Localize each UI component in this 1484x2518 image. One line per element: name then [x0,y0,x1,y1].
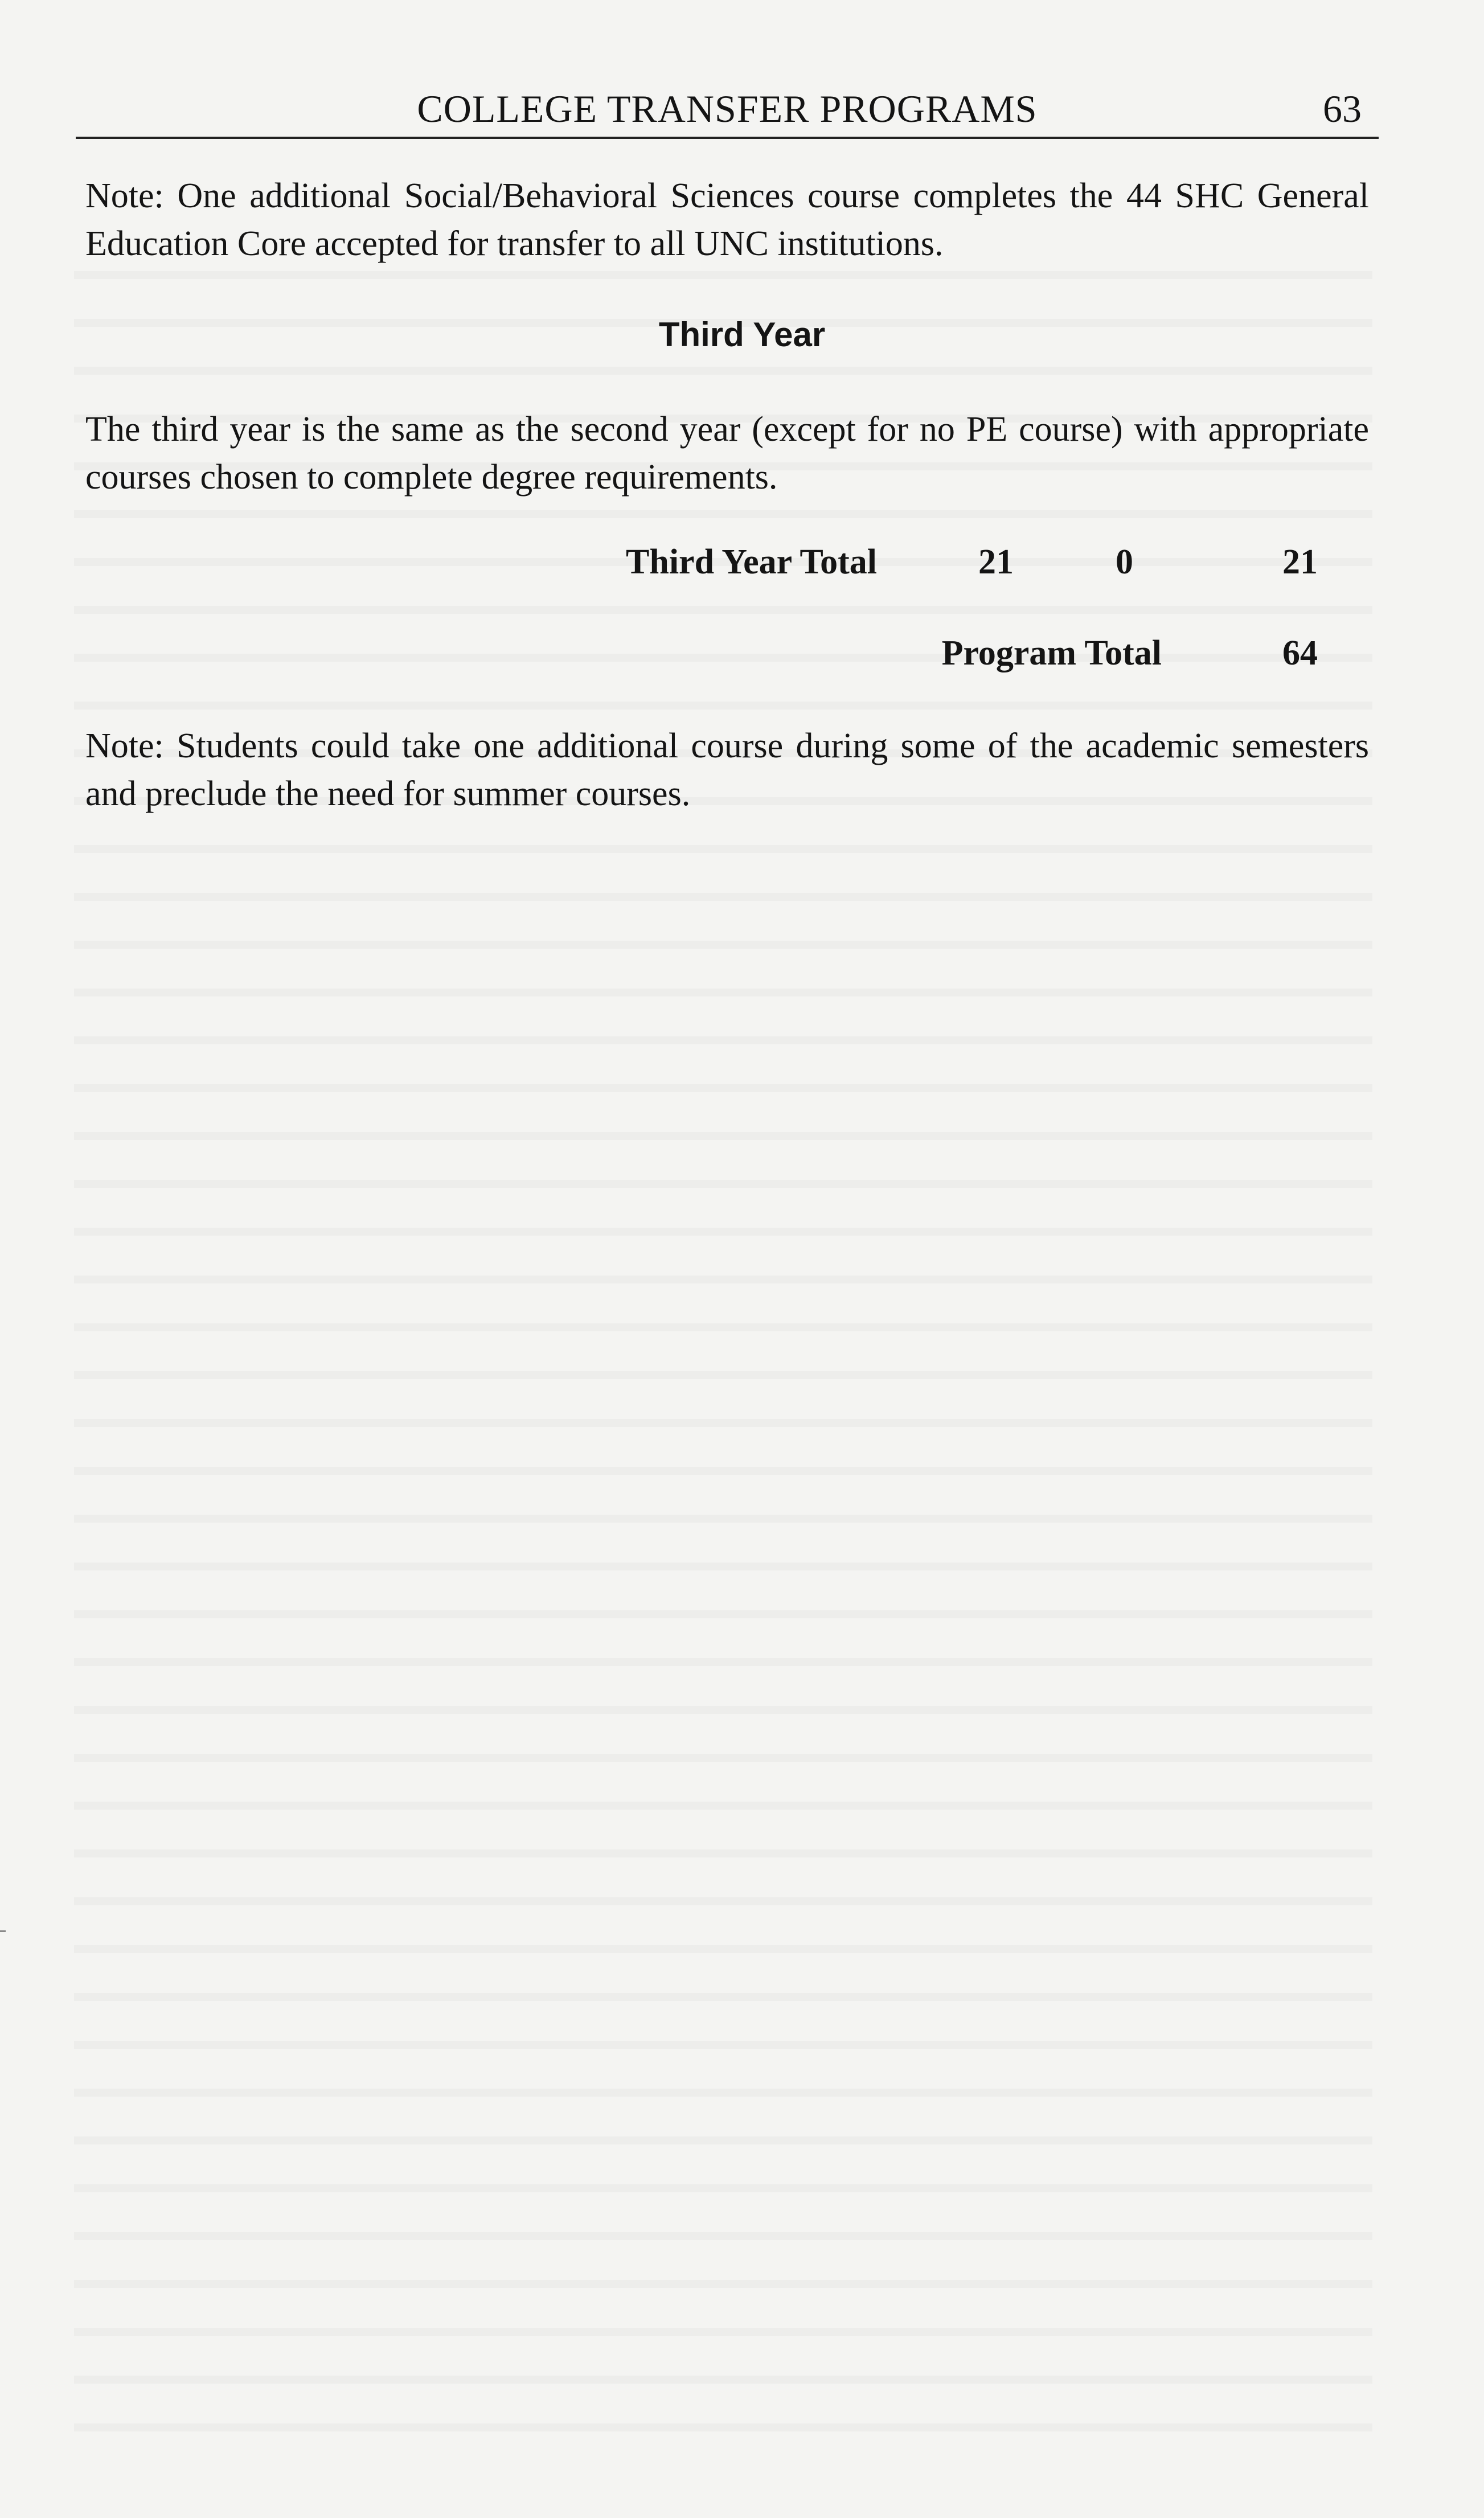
third-year-lab-hours: 0 [1116,543,1133,581]
page-header [76,80,1379,139]
third-year-total-row [0,542,1484,588]
third-year-description: The third year is the same as the second year (except for no PE course) with appropriate courses chosen to complete degree requirements. [85,410,1369,497]
section-heading-third-year: Third Year [658,315,826,354]
note-general-education: Note: One additional Social/Behavioral Sciences course completes the 44 SHC General Education Core accepted for transfer to all UNC institutions. [85,177,1369,263]
running-title: COLLEGE TRANSFER PROGRAMS [417,87,1038,130]
program-total-row [0,633,1484,679]
program-total-label: Program Total [941,634,1162,672]
page-number: 63 [1323,87,1362,130]
margin-mark [0,1930,6,1932]
third-year-total-label: Third Year Total [626,543,877,581]
third-year-credit-hours: 21 [978,543,1014,581]
note-summer-courses: Note: Students could take one additional course during some of the academic semesters and preclude the need for summer courses. [85,727,1369,813]
third-year-total-hours: 21 [1282,543,1318,581]
program-total-hours: 64 [1282,634,1318,672]
